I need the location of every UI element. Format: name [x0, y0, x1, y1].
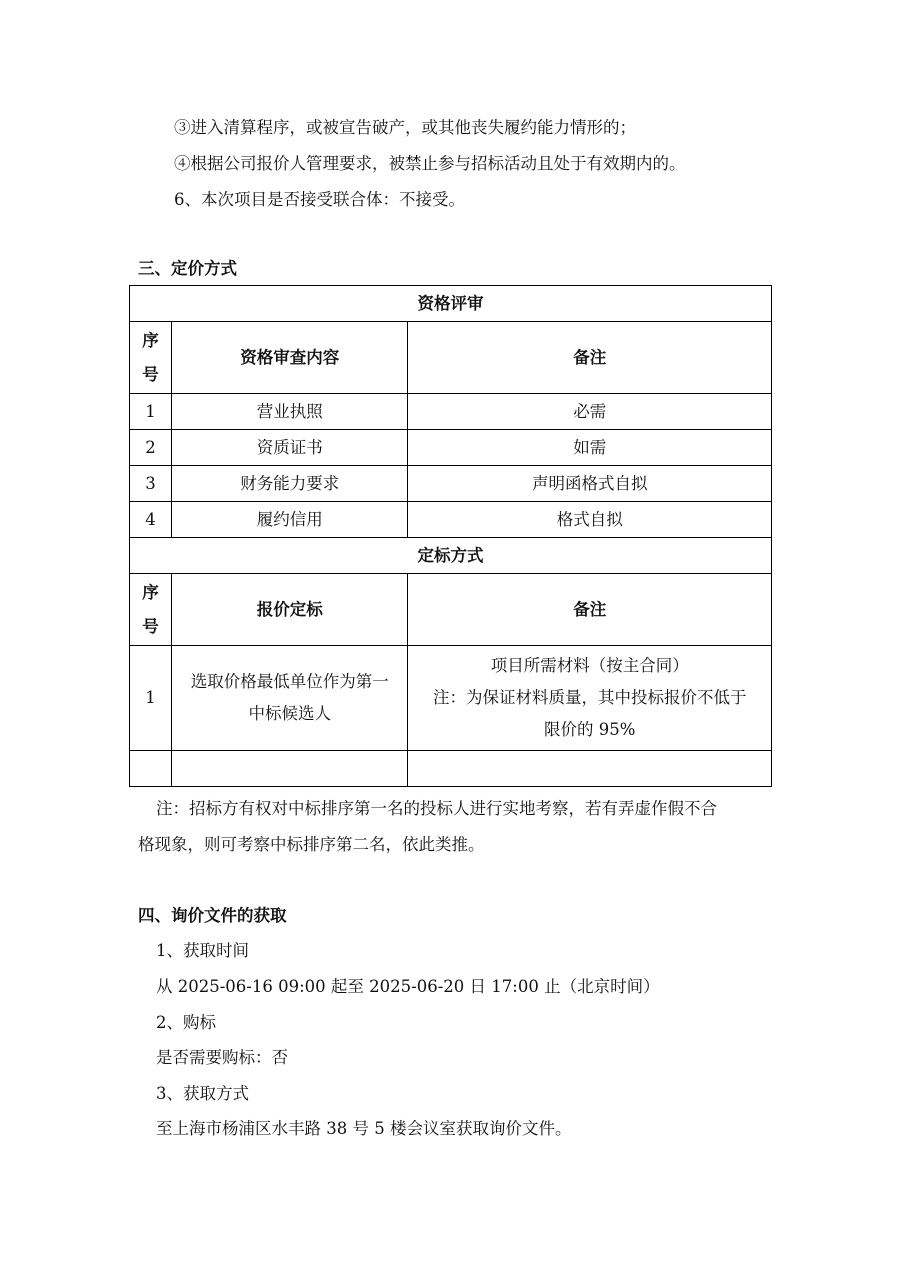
method-label: 3、获取方式 [156, 1084, 249, 1103]
table-row [130, 430, 772, 466]
award-note-line1: 项目所需材料（按主合同） [490, 656, 689, 675]
empty-cell [172, 751, 408, 787]
buy-value: 是否需要购标：否 [156, 1048, 288, 1067]
row-content: 资质证书 [172, 430, 408, 466]
qual-col-seq [130, 322, 172, 394]
table-row-empty [130, 751, 772, 787]
row-note: 如需 [408, 430, 772, 466]
table-row [130, 502, 772, 538]
qualification-title: 资格评审 [130, 286, 772, 322]
qual-col-seq-1: 序 [142, 330, 159, 350]
paragraph-item6: 6、本次项目是否接受联合体：不接受。 [174, 190, 465, 209]
section3-heading: 三、定价方式 [138, 259, 237, 278]
row-content [172, 646, 408, 751]
award-col-seq-1: 序 [142, 582, 159, 602]
time-value: 从 2025-06-16 09:00 起至 2025-06-20 日 17:00 止（北京时间） [156, 977, 660, 996]
award-note-line2: 注：为保证材料质量，其中投标报价不低于 [432, 688, 747, 707]
section4-heading: 四、询价文件的获取 [138, 906, 287, 925]
footnote-line1: 注：招标方有权对中标排序第一名的投标人进行实地考察，若有弄虚作假不合 [156, 799, 717, 818]
time-label: 1、获取时间 [156, 941, 249, 960]
row-no: 1 [130, 394, 172, 430]
row-note: 声明函格式自拟 [408, 466, 772, 502]
award-col-note: 备注 [408, 574, 772, 646]
award-title: 定标方式 [130, 538, 772, 574]
method-value: 至上海市杨浦区水丰路 38 号 5 楼会议室获取询价文件。 [156, 1119, 572, 1138]
pricing-table [129, 285, 772, 787]
row-note [408, 646, 772, 751]
row-content: 履约信用 [172, 502, 408, 538]
table-row [130, 466, 772, 502]
row-note: 必需 [408, 394, 772, 430]
qual-col-content: 资格审查内容 [172, 322, 408, 394]
table-row [130, 394, 772, 430]
row-content: 营业执照 [172, 394, 408, 430]
paragraph-item3: ③进入清算程序，或被宣告破产，或其他丧失履约能力情形的； [174, 118, 636, 137]
award-content-line1: 选取价格最低单位作为第一 [190, 672, 389, 691]
empty-cell [408, 751, 772, 787]
qual-col-note: 备注 [408, 322, 772, 394]
buy-label: 2、购标 [156, 1013, 216, 1032]
award-col-content: 报价定标 [172, 574, 408, 646]
row-no: 2 [130, 430, 172, 466]
footnote-line2: 格现象，则可考察中标排序第二名，依此类推。 [138, 835, 485, 854]
award-content-line2: 中标候选人 [248, 704, 331, 723]
row-no: 1 [130, 646, 172, 751]
table-row [130, 646, 772, 751]
empty-cell [130, 751, 172, 787]
paragraph-item4: ④根据公司报价人管理要求，被禁止参与招标活动且处于有效期内的。 [174, 154, 686, 173]
row-note: 格式自拟 [408, 502, 772, 538]
row-no: 4 [130, 502, 172, 538]
award-col-seq-2: 号 [142, 616, 159, 636]
award-col-seq [130, 574, 172, 646]
qual-col-seq-2: 号 [142, 364, 159, 384]
award-note-line3: 限价的 95% [544, 720, 636, 739]
row-content: 财务能力要求 [172, 466, 408, 502]
row-no: 3 [130, 466, 172, 502]
